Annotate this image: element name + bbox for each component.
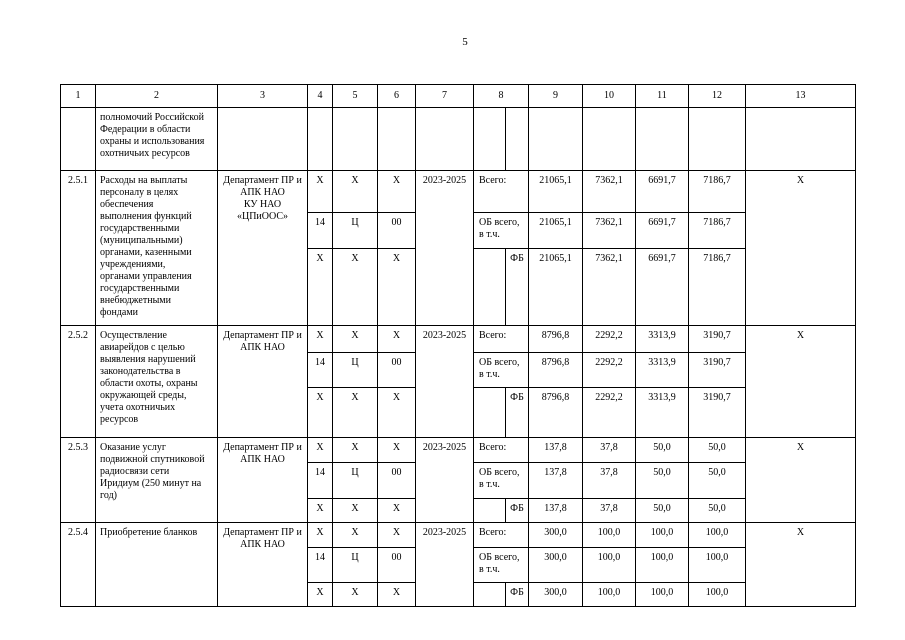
value-col10: 100,0 — [583, 523, 636, 548]
cont-col6-cell — [378, 108, 416, 171]
item-description: Осуществление авиарейдов с целью выявления нарушений законодательства в области охоты, охраны окружающей среды, учета охотничьих ресурсов — [96, 326, 218, 438]
cont-col5-cell — [333, 108, 378, 171]
item-code: 2.5.2 — [61, 326, 96, 438]
item-col13: Х — [746, 171, 856, 326]
page-number: 5 — [462, 36, 468, 48]
item-col13: Х — [746, 326, 856, 438]
col6-value: Х — [378, 326, 416, 353]
col5-value: Х — [333, 499, 378, 523]
line-total — [61, 438, 856, 463]
value-col9: 137,8 — [529, 463, 583, 499]
funding-source-spacer — [474, 249, 506, 326]
item-period: 2023-2025 — [416, 171, 474, 326]
value-col12: 7186,7 — [689, 249, 746, 326]
col4-value: Х — [308, 583, 333, 607]
value-col9: 8796,8 — [529, 326, 583, 353]
col6-value: 00 — [378, 353, 416, 388]
funding-source: Всего: — [474, 171, 529, 213]
value-col11: 100,0 — [636, 583, 689, 607]
header-col-2: 2 — [96, 85, 218, 108]
value-col12: 3190,7 — [689, 388, 746, 438]
value-col12: 100,0 — [689, 583, 746, 607]
value-col9: 137,8 — [529, 499, 583, 523]
value-col12: 7186,7 — [689, 213, 746, 249]
value-col9: 8796,8 — [529, 353, 583, 388]
item-col13: Х — [746, 438, 856, 523]
value-col11: 3313,9 — [636, 388, 689, 438]
cont-description: полномочий Российской Федерации в области охраны и использования охотничьих ресурсов — [96, 108, 218, 171]
value-col11: 3313,9 — [636, 353, 689, 388]
cont-executor-cell — [218, 108, 308, 171]
item-description: Оказание услуг подвижной спутниковой радиосвязи сети Иридиум (250 минут на год) — [96, 438, 218, 523]
value-col12: 7186,7 — [689, 171, 746, 213]
funding-source-spacer — [474, 499, 506, 523]
col5-value: Ц — [333, 353, 378, 388]
item-col13: Х — [746, 523, 856, 607]
value-col9: 21065,1 — [529, 213, 583, 249]
col6-value: Х — [378, 523, 416, 548]
value-col12: 50,0 — [689, 438, 746, 463]
value-col12: 50,0 — [689, 499, 746, 523]
value-col11: 6691,7 — [636, 171, 689, 213]
header-row — [61, 85, 856, 108]
value-col10: 2292,2 — [583, 353, 636, 388]
col6-value: Х — [378, 388, 416, 438]
header-col-7: 7 — [416, 85, 474, 108]
item-code: 2.5.3 — [61, 438, 96, 523]
col4-value: Х — [308, 249, 333, 326]
cont-col11-cell — [636, 108, 689, 171]
col4-value: Х — [308, 388, 333, 438]
col6-value: Х — [378, 171, 416, 213]
continuation-row — [61, 108, 856, 171]
header-col-11: 11 — [636, 85, 689, 108]
item-executor: Департамент ПР и АПК НАО — [218, 438, 308, 523]
header-col-3: 3 — [218, 85, 308, 108]
funding-source: ОБ всего, в т.ч. — [474, 213, 529, 249]
value-col11: 100,0 — [636, 523, 689, 548]
value-col10: 100,0 — [583, 583, 636, 607]
cont-period-cell — [416, 108, 474, 171]
item-description: Расходы на выплаты персоналу в целях обеспечения выполнения функций государственными (муниципальными) органами, казенными учреждениями, органами управления государственными внебюджетными фондами — [96, 171, 218, 326]
value-col12: 50,0 — [689, 463, 746, 499]
value-col9: 300,0 — [529, 523, 583, 548]
value-col10: 37,8 — [583, 499, 636, 523]
item-period: 2023-2025 — [416, 438, 474, 523]
funding-source: ОБ всего, в т.ч. — [474, 548, 529, 583]
line-total — [61, 326, 856, 353]
col6-value: Х — [378, 499, 416, 523]
value-col10: 37,8 — [583, 438, 636, 463]
value-col10: 2292,2 — [583, 326, 636, 353]
header-col-8: 8 — [474, 85, 529, 108]
value-col11: 50,0 — [636, 463, 689, 499]
item-2-5-4 — [61, 523, 856, 607]
value-col11: 6691,7 — [636, 213, 689, 249]
col5-value: Х — [333, 438, 378, 463]
col6-value: Х — [378, 583, 416, 607]
col4-value: Х — [308, 171, 333, 213]
value-col11: 6691,7 — [636, 249, 689, 326]
item-executor: Департамент ПР и АПК НАО — [218, 326, 308, 438]
value-col10: 37,8 — [583, 463, 636, 499]
col4-value: 14 — [308, 213, 333, 249]
value-col12: 3190,7 — [689, 353, 746, 388]
col4-value: Х — [308, 326, 333, 353]
item-code: 2.5.4 — [61, 523, 96, 607]
col4-value: Х — [308, 438, 333, 463]
funding-source: ФБ — [506, 388, 529, 438]
value-col10: 7362,1 — [583, 249, 636, 326]
funding-source: ОБ всего, в т.ч. — [474, 463, 529, 499]
col6-value: 00 — [378, 213, 416, 249]
header-col-1: 1 — [61, 85, 96, 108]
col5-value: Х — [333, 326, 378, 353]
cont-col10-cell — [583, 108, 636, 171]
item-period: 2023-2025 — [416, 523, 474, 607]
col4-value: 14 — [308, 353, 333, 388]
col5-value: Х — [333, 171, 378, 213]
value-col11: 3313,9 — [636, 326, 689, 353]
value-col10: 7362,1 — [583, 213, 636, 249]
continuation-block — [61, 108, 856, 171]
item-description: Приобретение бланков — [96, 523, 218, 607]
program-table — [60, 84, 856, 607]
header-col-9: 9 — [529, 85, 583, 108]
item-2-5-2 — [61, 326, 856, 438]
value-col9: 8796,8 — [529, 388, 583, 438]
funding-source: ФБ — [506, 583, 529, 607]
header-col-12: 12 — [689, 85, 746, 108]
item-period: 2023-2025 — [416, 326, 474, 438]
col5-value: Х — [333, 388, 378, 438]
value-col10: 7362,1 — [583, 171, 636, 213]
table-header — [61, 85, 856, 108]
value-col12: 3190,7 — [689, 326, 746, 353]
value-col9: 21065,1 — [529, 249, 583, 326]
value-col11: 50,0 — [636, 438, 689, 463]
col5-value: Х — [333, 523, 378, 548]
funding-source: ФБ — [506, 499, 529, 523]
col5-value: Ц — [333, 213, 378, 249]
funding-source-spacer — [474, 388, 506, 438]
header-col-4: 4 — [308, 85, 333, 108]
funding-source: ОБ всего, в т.ч. — [474, 353, 529, 388]
cont-col13-cell — [746, 108, 856, 171]
col6-value: 00 — [378, 463, 416, 499]
col5-value: Х — [333, 583, 378, 607]
cont-col12-cell — [689, 108, 746, 171]
col4-value: 14 — [308, 548, 333, 583]
value-col9: 137,8 — [529, 438, 583, 463]
funding-source: Всего: — [474, 438, 529, 463]
col5-value: Ц — [333, 463, 378, 499]
value-col9: 300,0 — [529, 583, 583, 607]
header-col-6: 6 — [378, 85, 416, 108]
funding-source: ФБ — [506, 249, 529, 326]
col4-value: Х — [308, 499, 333, 523]
line-total — [61, 523, 856, 548]
cont-col4-cell — [308, 108, 333, 171]
col4-value: 14 — [308, 463, 333, 499]
funding-source: Всего: — [474, 523, 529, 548]
value-col12: 100,0 — [689, 523, 746, 548]
item-code: 2.5.1 — [61, 171, 96, 326]
item-executor: Департамент ПР и АПК НАО КУ НАО «ЦПиООС» — [218, 171, 308, 326]
header-col-13: 13 — [746, 85, 856, 108]
item-2-5-3 — [61, 438, 856, 523]
value-col9: 21065,1 — [529, 171, 583, 213]
line-total — [61, 171, 856, 213]
value-col11: 100,0 — [636, 548, 689, 583]
col6-value: Х — [378, 438, 416, 463]
cont-col9-cell — [529, 108, 583, 171]
value-col12: 100,0 — [689, 548, 746, 583]
col6-value: Х — [378, 249, 416, 326]
header-col-5: 5 — [333, 85, 378, 108]
value-col10: 100,0 — [583, 548, 636, 583]
funding-source: Всего: — [474, 326, 529, 353]
cont-source-spacer — [474, 108, 506, 171]
funding-source-spacer — [474, 583, 506, 607]
header-col-10: 10 — [583, 85, 636, 108]
col4-value: Х — [308, 523, 333, 548]
value-col9: 300,0 — [529, 548, 583, 583]
value-col11: 50,0 — [636, 499, 689, 523]
cont-source-cell — [506, 108, 529, 171]
col6-value: 00 — [378, 548, 416, 583]
item-2-5-1 — [61, 171, 856, 326]
col5-value: Ц — [333, 548, 378, 583]
item-executor: Департамент ПР и АПК НАО — [218, 523, 308, 607]
value-col10: 2292,2 — [583, 388, 636, 438]
col5-value: Х — [333, 249, 378, 326]
cont-code-cell — [61, 108, 96, 171]
